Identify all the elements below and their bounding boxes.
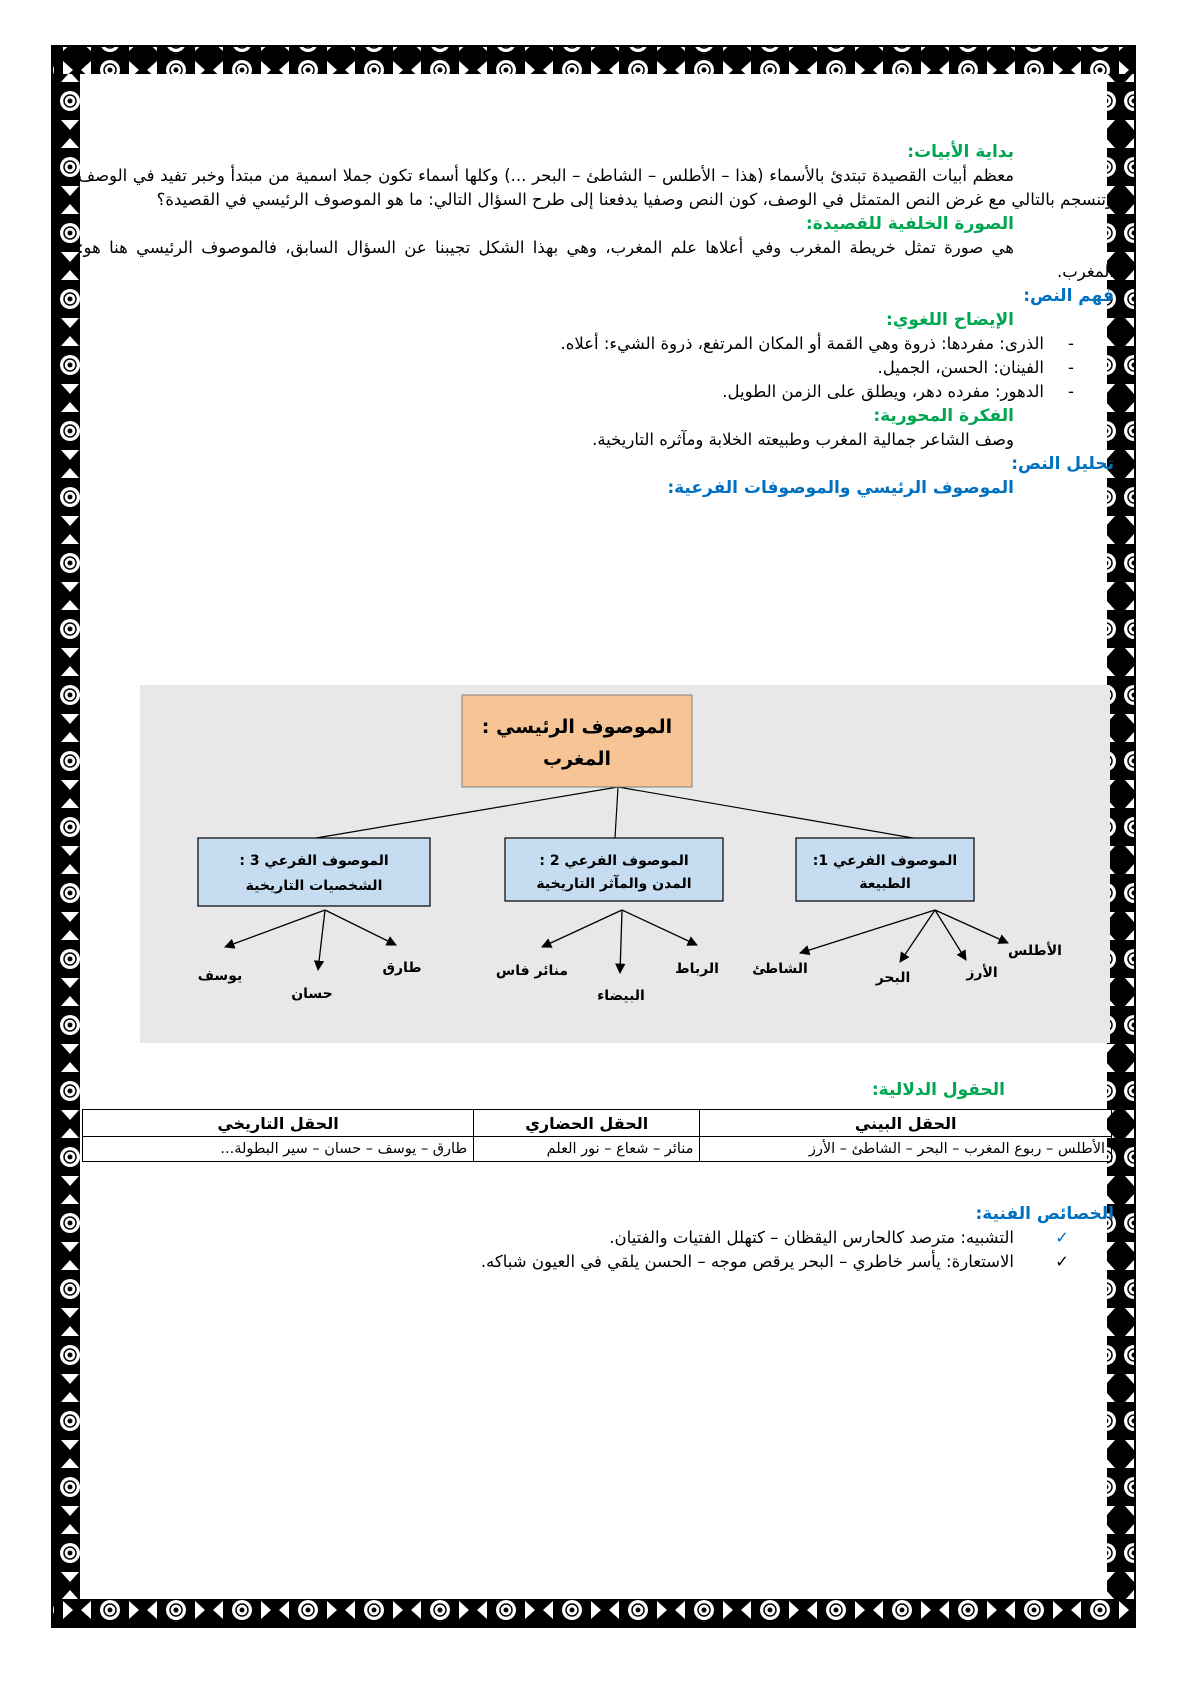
background-heading: الصورة الخلفية للقصيدة: bbox=[805, 214, 1014, 234]
check-mark-icon: ✓ bbox=[1055, 1228, 1069, 1247]
table-cell: طارق – يوسف – حسان – سير البطولة... bbox=[83, 1137, 474, 1162]
table-cell: منائر – شعاع – نور العلم bbox=[474, 1137, 700, 1162]
table-header-row bbox=[83, 1110, 1112, 1137]
leaf-label: يوسف bbox=[197, 968, 243, 984]
branch-node-3 bbox=[198, 838, 430, 906]
intro-paragraph: معظم أبيات القصيدة تبتدئ بالأسماء (هذا – الأطلس – الشاطئ – البحر ...) وكلها أسماء تكون جملا اسمية من مبتدأ وخبر تفيد في الوصف وتنسجم بالتالي مع غرض النص المتمثل في الوصف، كون النص وصفيا يدفعنا إلى طرح السؤال التالي: ما هو الموصوف الرئيسي في القصيدة؟ bbox=[78, 166, 1114, 209]
leaf-label: طارق bbox=[382, 960, 422, 976]
check-mark-icon: ✓ bbox=[1055, 1252, 1069, 1271]
lexical-heading: الإيضاح اللغوي: bbox=[886, 310, 1014, 330]
fields-heading: الحقول الدلالية: bbox=[871, 1080, 1005, 1100]
central-idea-text: وصف الشاعر جمالية المغرب وطبيعته الخلابة ومآثره التاريخية. bbox=[592, 430, 1014, 449]
branch-node-1-subtitle: الطبيعة bbox=[859, 876, 911, 892]
intro-heading: بداية الأبيات: bbox=[907, 142, 1014, 162]
background-paragraph: هي صورة تمثل خريطة المغرب وفي أعلاها علم المغرب، وهي بهذا الشكل تجيبنا عن السؤال السابق، فالموصوف الرئيسي هنا هو: المغرب. bbox=[78, 238, 1114, 281]
lexical-item: - الفينان: الحسن، الجميل. bbox=[877, 358, 1074, 377]
feature-item: ✓ التشبيه: مترصد كالحارس اليقظان – كتهلل الفتيات والفتيان. bbox=[78, 1226, 1069, 1250]
branch-node-1-title: الموصوف الفرعي 1: bbox=[812, 853, 958, 869]
branch-node-2-subtitle: المدن والمآثر التاريخية bbox=[536, 876, 692, 892]
features-heading: الخصائص الفنية: bbox=[975, 1204, 1114, 1224]
branch-node-2-title: الموصوف الفرعي 2 : bbox=[539, 853, 689, 869]
lexical-item: - الدهور: مفرده دهر، ويطلق على الزمن الطويل. bbox=[722, 382, 1074, 401]
feature-item: ✓ الاستعارة: يأسر خاطري – البحر يرقص موجه – الحسن يلقي في العيون شباكه. bbox=[78, 1250, 1069, 1274]
tree-diagram-svg bbox=[140, 685, 1110, 1043]
branch-node-3-title: الموصوف الفرعي 3 : bbox=[239, 853, 389, 869]
leaf-label: الشاطئ bbox=[752, 961, 808, 977]
leaf-label: حسان bbox=[291, 986, 333, 1002]
leaf-label: الأرز bbox=[966, 965, 998, 981]
main-content bbox=[78, 140, 1114, 500]
analysis-heading: تحليل النص: bbox=[1011, 454, 1114, 474]
analysis-subheading: الموصوف الرئيسي والموصوفات الفرعية: bbox=[667, 478, 1014, 498]
lexical-item: - الذرى: مفردها: ذروة وهي القمة أو المكان المرتفع، ذروة الشيء: أعلاه. bbox=[560, 334, 1074, 353]
table-cell: الأطلس – ربوع المغرب – البحر – الشاطئ – الأرز bbox=[700, 1137, 1112, 1162]
semantic-fields-table bbox=[82, 1109, 1112, 1162]
root-node-line-1: الموصوف الرئيسي : bbox=[481, 716, 673, 738]
understanding-heading: فهم النص: bbox=[1023, 286, 1114, 306]
table-header-cell: الحقل التاريخي bbox=[83, 1110, 474, 1137]
leaf-label: الأطلس bbox=[1008, 943, 1062, 959]
table-header-cell: الحقل الحضاري bbox=[474, 1110, 700, 1137]
branch-node-3-subtitle: الشخصيات التاريخية bbox=[245, 878, 383, 894]
leaf-label: منائر فاس bbox=[495, 963, 569, 979]
table-row bbox=[83, 1137, 1112, 1162]
root-node-line-2: المغرب bbox=[542, 748, 612, 770]
root-node bbox=[462, 695, 692, 787]
table-header-cell: الحقل البيني bbox=[700, 1110, 1112, 1137]
tree-diagram bbox=[140, 685, 1110, 1043]
leaf-label: البحر bbox=[875, 970, 911, 986]
central-idea-heading: الفكرة المحورية: bbox=[873, 406, 1014, 426]
features-section bbox=[78, 1202, 1114, 1274]
leaf-label: البيضاء bbox=[597, 988, 645, 1004]
leaf-label: الرباط bbox=[675, 961, 719, 977]
